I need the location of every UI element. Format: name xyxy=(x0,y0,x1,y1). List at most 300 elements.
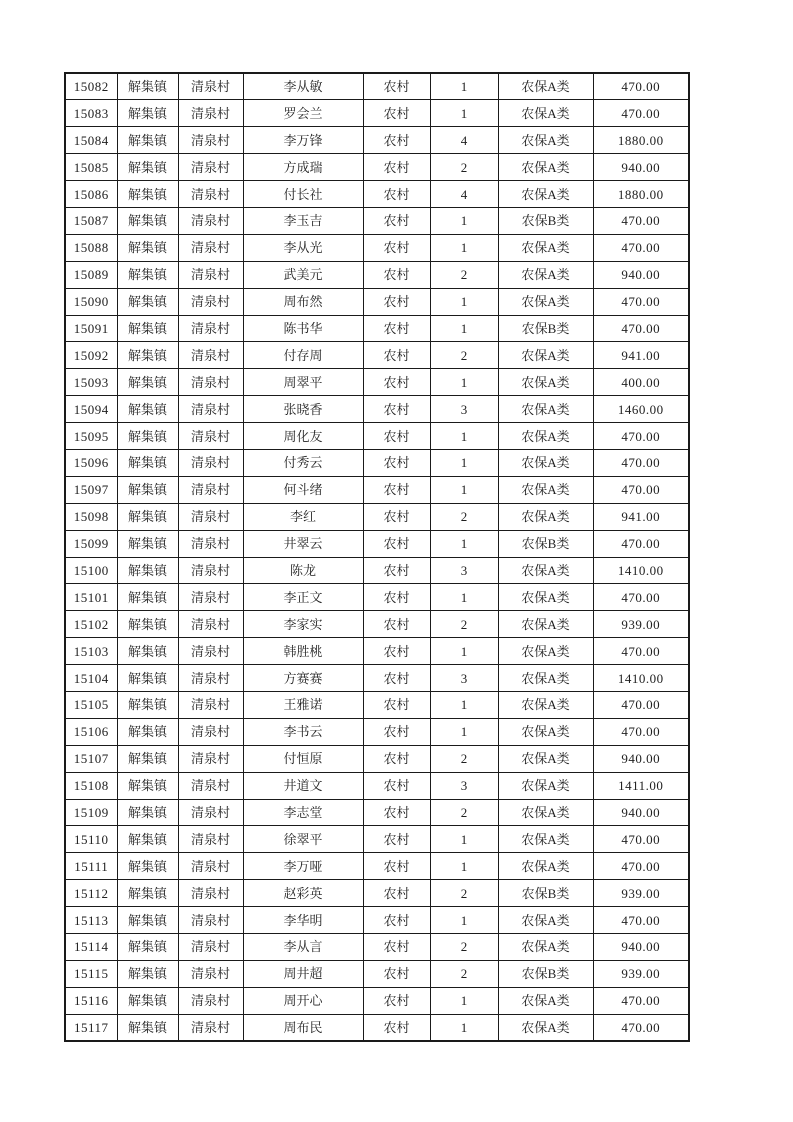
table-row xyxy=(65,207,689,234)
cell-insurance-class: 农保A类 xyxy=(498,369,593,396)
cell-person-name: 李从言 xyxy=(243,934,363,961)
cell-amount: 470.00 xyxy=(593,718,689,745)
cell-town: 解集镇 xyxy=(117,530,178,557)
cell-amount: 940.00 xyxy=(593,745,689,772)
cell-person-count: 1 xyxy=(430,449,498,476)
cell-town: 解集镇 xyxy=(117,449,178,476)
cell-category: 农村 xyxy=(363,73,430,100)
table-body xyxy=(65,73,689,1041)
cell-person-name: 李万哑 xyxy=(243,853,363,880)
cell-village: 清泉村 xyxy=(178,449,243,476)
table-row xyxy=(65,423,689,450)
cell-person-name: 李玉吉 xyxy=(243,207,363,234)
cell-person-name: 李红 xyxy=(243,503,363,530)
cell-town: 解集镇 xyxy=(117,557,178,584)
cell-town: 解集镇 xyxy=(117,100,178,127)
cell-village: 清泉村 xyxy=(178,181,243,208)
cell-serial-number: 15100 xyxy=(65,557,117,584)
cell-serial-number: 15101 xyxy=(65,584,117,611)
cell-insurance-class: 农保A类 xyxy=(498,934,593,961)
cell-insurance-class: 农保A类 xyxy=(498,772,593,799)
cell-village: 清泉村 xyxy=(178,799,243,826)
cell-person-count: 2 xyxy=(430,960,498,987)
table-row xyxy=(65,342,689,369)
cell-town: 解集镇 xyxy=(117,154,178,181)
cell-person-count: 2 xyxy=(430,342,498,369)
table-row xyxy=(65,73,689,100)
cell-town: 解集镇 xyxy=(117,423,178,450)
cell-person-name: 方赛赛 xyxy=(243,665,363,692)
cell-serial-number: 15113 xyxy=(65,907,117,934)
table-row xyxy=(65,154,689,181)
cell-category: 农村 xyxy=(363,638,430,665)
cell-category: 农村 xyxy=(363,530,430,557)
cell-person-count: 1 xyxy=(430,369,498,396)
cell-person-name: 付恒原 xyxy=(243,745,363,772)
cell-serial-number: 15106 xyxy=(65,718,117,745)
cell-serial-number: 15083 xyxy=(65,100,117,127)
cell-insurance-class: 农保A类 xyxy=(498,557,593,584)
cell-category: 农村 xyxy=(363,315,430,342)
cell-category: 农村 xyxy=(363,234,430,261)
cell-serial-number: 15092 xyxy=(65,342,117,369)
cell-person-count: 1 xyxy=(430,73,498,100)
cell-village: 清泉村 xyxy=(178,691,243,718)
cell-insurance-class: 农保A类 xyxy=(498,853,593,880)
cell-person-name: 李从敏 xyxy=(243,73,363,100)
cell-insurance-class: 农保A类 xyxy=(498,907,593,934)
cell-town: 解集镇 xyxy=(117,584,178,611)
cell-serial-number: 15107 xyxy=(65,745,117,772)
cell-village: 清泉村 xyxy=(178,127,243,154)
table-row xyxy=(65,665,689,692)
table-row xyxy=(65,718,689,745)
cell-category: 农村 xyxy=(363,288,430,315)
cell-category: 农村 xyxy=(363,100,430,127)
cell-person-count: 2 xyxy=(430,154,498,181)
cell-town: 解集镇 xyxy=(117,960,178,987)
cell-person-name: 李从光 xyxy=(243,234,363,261)
cell-insurance-class: 农保A类 xyxy=(498,154,593,181)
cell-town: 解集镇 xyxy=(117,691,178,718)
cell-insurance-class: 农保B类 xyxy=(498,315,593,342)
cell-insurance-class: 农保A类 xyxy=(498,826,593,853)
cell-village: 清泉村 xyxy=(178,342,243,369)
cell-town: 解集镇 xyxy=(117,288,178,315)
cell-person-name: 方成瑞 xyxy=(243,154,363,181)
cell-person-count: 3 xyxy=(430,557,498,584)
cell-amount: 941.00 xyxy=(593,342,689,369)
cell-amount: 1880.00 xyxy=(593,127,689,154)
cell-town: 解集镇 xyxy=(117,799,178,826)
cell-serial-number: 15096 xyxy=(65,449,117,476)
table-row xyxy=(65,288,689,315)
cell-serial-number: 15111 xyxy=(65,853,117,880)
cell-amount: 470.00 xyxy=(593,207,689,234)
cell-serial-number: 15114 xyxy=(65,934,117,961)
cell-amount: 940.00 xyxy=(593,799,689,826)
cell-village: 清泉村 xyxy=(178,638,243,665)
table-row xyxy=(65,396,689,423)
cell-village: 清泉村 xyxy=(178,907,243,934)
cell-person-name: 周布民 xyxy=(243,1014,363,1041)
table-row xyxy=(65,745,689,772)
cell-serial-number: 15089 xyxy=(65,261,117,288)
cell-person-name: 张晓香 xyxy=(243,396,363,423)
cell-insurance-class: 农保A类 xyxy=(498,396,593,423)
cell-amount: 470.00 xyxy=(593,423,689,450)
table-row xyxy=(65,934,689,961)
cell-village: 清泉村 xyxy=(178,288,243,315)
cell-person-name: 陈龙 xyxy=(243,557,363,584)
table-row xyxy=(65,503,689,530)
cell-person-name: 韩胜桃 xyxy=(243,638,363,665)
table-row xyxy=(65,799,689,826)
payment-table xyxy=(64,72,690,1042)
cell-amount: 470.00 xyxy=(593,907,689,934)
cell-serial-number: 15094 xyxy=(65,396,117,423)
cell-person-count: 1 xyxy=(430,1014,498,1041)
table-row xyxy=(65,907,689,934)
cell-village: 清泉村 xyxy=(178,665,243,692)
cell-person-count: 1 xyxy=(430,100,498,127)
cell-person-name: 付长社 xyxy=(243,181,363,208)
cell-person-count: 1 xyxy=(430,853,498,880)
cell-amount: 1410.00 xyxy=(593,557,689,584)
cell-person-name: 武美元 xyxy=(243,261,363,288)
cell-insurance-class: 农保A类 xyxy=(498,73,593,100)
table-row xyxy=(65,476,689,503)
cell-category: 农村 xyxy=(363,718,430,745)
cell-amount: 470.00 xyxy=(593,853,689,880)
cell-village: 清泉村 xyxy=(178,772,243,799)
table-row xyxy=(65,100,689,127)
cell-village: 清泉村 xyxy=(178,880,243,907)
cell-serial-number: 15112 xyxy=(65,880,117,907)
cell-person-count: 2 xyxy=(430,799,498,826)
cell-person-count: 1 xyxy=(430,476,498,503)
cell-town: 解集镇 xyxy=(117,907,178,934)
cell-category: 农村 xyxy=(363,181,430,208)
table-row xyxy=(65,449,689,476)
cell-village: 清泉村 xyxy=(178,503,243,530)
cell-category: 农村 xyxy=(363,154,430,181)
cell-person-name: 李家实 xyxy=(243,611,363,638)
cell-category: 农村 xyxy=(363,691,430,718)
cell-insurance-class: 农保B类 xyxy=(498,207,593,234)
cell-category: 农村 xyxy=(363,476,430,503)
cell-town: 解集镇 xyxy=(117,987,178,1014)
cell-serial-number: 15103 xyxy=(65,638,117,665)
cell-category: 农村 xyxy=(363,557,430,584)
table-row xyxy=(65,530,689,557)
cell-amount: 470.00 xyxy=(593,476,689,503)
table-row xyxy=(65,369,689,396)
cell-serial-number: 15097 xyxy=(65,476,117,503)
cell-person-count: 1 xyxy=(430,207,498,234)
cell-person-count: 2 xyxy=(430,611,498,638)
cell-insurance-class: 农保A类 xyxy=(498,1014,593,1041)
cell-category: 农村 xyxy=(363,261,430,288)
cell-amount: 470.00 xyxy=(593,315,689,342)
cell-village: 清泉村 xyxy=(178,261,243,288)
cell-serial-number: 15085 xyxy=(65,154,117,181)
cell-serial-number: 15108 xyxy=(65,772,117,799)
table-row xyxy=(65,853,689,880)
cell-village: 清泉村 xyxy=(178,987,243,1014)
cell-village: 清泉村 xyxy=(178,423,243,450)
cell-category: 农村 xyxy=(363,960,430,987)
cell-person-count: 1 xyxy=(430,530,498,557)
cell-category: 农村 xyxy=(363,584,430,611)
cell-village: 清泉村 xyxy=(178,611,243,638)
cell-category: 农村 xyxy=(363,342,430,369)
cell-person-name: 付存周 xyxy=(243,342,363,369)
cell-person-count: 3 xyxy=(430,665,498,692)
cell-serial-number: 15082 xyxy=(65,73,117,100)
cell-person-name: 周井超 xyxy=(243,960,363,987)
cell-insurance-class: 农保A类 xyxy=(498,449,593,476)
cell-category: 农村 xyxy=(363,799,430,826)
cell-person-name: 周化友 xyxy=(243,423,363,450)
cell-amount: 470.00 xyxy=(593,987,689,1014)
cell-town: 解集镇 xyxy=(117,181,178,208)
cell-insurance-class: 农保A类 xyxy=(498,423,593,450)
cell-village: 清泉村 xyxy=(178,73,243,100)
cell-town: 解集镇 xyxy=(117,853,178,880)
cell-category: 农村 xyxy=(363,934,430,961)
cell-person-count: 2 xyxy=(430,261,498,288)
cell-village: 清泉村 xyxy=(178,960,243,987)
cell-village: 清泉村 xyxy=(178,234,243,261)
cell-insurance-class: 农保A类 xyxy=(498,342,593,369)
cell-amount: 1410.00 xyxy=(593,665,689,692)
table-row xyxy=(65,557,689,584)
cell-village: 清泉村 xyxy=(178,1014,243,1041)
cell-amount: 939.00 xyxy=(593,960,689,987)
cell-person-count: 1 xyxy=(430,288,498,315)
cell-amount: 400.00 xyxy=(593,369,689,396)
cell-person-name: 徐翠平 xyxy=(243,826,363,853)
cell-town: 解集镇 xyxy=(117,261,178,288)
table-row xyxy=(65,315,689,342)
cell-category: 农村 xyxy=(363,745,430,772)
cell-person-name: 李华明 xyxy=(243,907,363,934)
cell-amount: 939.00 xyxy=(593,611,689,638)
cell-person-count: 3 xyxy=(430,772,498,799)
cell-amount: 470.00 xyxy=(593,449,689,476)
cell-amount: 470.00 xyxy=(593,638,689,665)
table-row xyxy=(65,880,689,907)
cell-person-count: 1 xyxy=(430,638,498,665)
table-row xyxy=(65,826,689,853)
cell-person-name: 李万锋 xyxy=(243,127,363,154)
cell-insurance-class: 农保A类 xyxy=(498,127,593,154)
cell-village: 清泉村 xyxy=(178,934,243,961)
cell-village: 清泉村 xyxy=(178,369,243,396)
cell-town: 解集镇 xyxy=(117,127,178,154)
cell-category: 农村 xyxy=(363,907,430,934)
cell-town: 解集镇 xyxy=(117,1014,178,1041)
cell-insurance-class: 农保A类 xyxy=(498,799,593,826)
cell-person-name: 陈书华 xyxy=(243,315,363,342)
cell-village: 清泉村 xyxy=(178,745,243,772)
cell-person-count: 1 xyxy=(430,234,498,261)
cell-category: 农村 xyxy=(363,611,430,638)
cell-town: 解集镇 xyxy=(117,665,178,692)
table-row xyxy=(65,960,689,987)
cell-amount: 470.00 xyxy=(593,100,689,127)
cell-amount: 940.00 xyxy=(593,934,689,961)
cell-serial-number: 15115 xyxy=(65,960,117,987)
cell-village: 清泉村 xyxy=(178,853,243,880)
cell-town: 解集镇 xyxy=(117,826,178,853)
cell-town: 解集镇 xyxy=(117,880,178,907)
cell-insurance-class: 农保A类 xyxy=(498,987,593,1014)
cell-insurance-class: 农保A类 xyxy=(498,181,593,208)
cell-serial-number: 15104 xyxy=(65,665,117,692)
cell-category: 农村 xyxy=(363,396,430,423)
cell-person-count: 2 xyxy=(430,745,498,772)
cell-village: 清泉村 xyxy=(178,530,243,557)
cell-category: 农村 xyxy=(363,207,430,234)
cell-person-name: 付秀云 xyxy=(243,449,363,476)
cell-town: 解集镇 xyxy=(117,638,178,665)
table-row xyxy=(65,691,689,718)
cell-town: 解集镇 xyxy=(117,611,178,638)
cell-insurance-class: 农保B类 xyxy=(498,960,593,987)
cell-insurance-class: 农保A类 xyxy=(498,638,593,665)
cell-serial-number: 15087 xyxy=(65,207,117,234)
cell-person-count: 1 xyxy=(430,826,498,853)
cell-village: 清泉村 xyxy=(178,476,243,503)
cell-amount: 470.00 xyxy=(593,234,689,261)
cell-person-name: 李正文 xyxy=(243,584,363,611)
cell-village: 清泉村 xyxy=(178,826,243,853)
cell-person-count: 1 xyxy=(430,987,498,1014)
cell-person-count: 1 xyxy=(430,315,498,342)
cell-person-count: 1 xyxy=(430,907,498,934)
cell-amount: 941.00 xyxy=(593,503,689,530)
cell-category: 农村 xyxy=(363,826,430,853)
cell-town: 解集镇 xyxy=(117,369,178,396)
cell-village: 清泉村 xyxy=(178,557,243,584)
cell-category: 农村 xyxy=(363,127,430,154)
cell-person-name: 井道文 xyxy=(243,772,363,799)
cell-category: 农村 xyxy=(363,449,430,476)
cell-amount: 940.00 xyxy=(593,261,689,288)
cell-amount: 470.00 xyxy=(593,530,689,557)
cell-serial-number: 15091 xyxy=(65,315,117,342)
cell-village: 清泉村 xyxy=(178,584,243,611)
cell-insurance-class: 农保A类 xyxy=(498,691,593,718)
cell-insurance-class: 农保A类 xyxy=(498,234,593,261)
cell-person-name: 李书云 xyxy=(243,718,363,745)
cell-town: 解集镇 xyxy=(117,503,178,530)
cell-town: 解集镇 xyxy=(117,718,178,745)
table-row xyxy=(65,181,689,208)
cell-serial-number: 15093 xyxy=(65,369,117,396)
cell-amount: 470.00 xyxy=(593,584,689,611)
table-row xyxy=(65,1014,689,1041)
cell-insurance-class: 农保A类 xyxy=(498,288,593,315)
cell-amount: 939.00 xyxy=(593,880,689,907)
cell-insurance-class: 农保A类 xyxy=(498,584,593,611)
cell-serial-number: 15098 xyxy=(65,503,117,530)
cell-category: 农村 xyxy=(363,423,430,450)
cell-category: 农村 xyxy=(363,503,430,530)
cell-village: 清泉村 xyxy=(178,207,243,234)
cell-category: 农村 xyxy=(363,853,430,880)
cell-amount: 470.00 xyxy=(593,288,689,315)
cell-serial-number: 15110 xyxy=(65,826,117,853)
cell-village: 清泉村 xyxy=(178,154,243,181)
cell-town: 解集镇 xyxy=(117,934,178,961)
cell-town: 解集镇 xyxy=(117,396,178,423)
cell-town: 解集镇 xyxy=(117,476,178,503)
cell-amount: 470.00 xyxy=(593,691,689,718)
cell-person-count: 2 xyxy=(430,503,498,530)
cell-category: 农村 xyxy=(363,880,430,907)
table-row xyxy=(65,127,689,154)
cell-amount: 470.00 xyxy=(593,73,689,100)
cell-insurance-class: 农保B类 xyxy=(498,530,593,557)
cell-insurance-class: 农保A类 xyxy=(498,261,593,288)
cell-insurance-class: 农保A类 xyxy=(498,718,593,745)
cell-serial-number: 15102 xyxy=(65,611,117,638)
table-row xyxy=(65,638,689,665)
cell-person-name: 王雅诺 xyxy=(243,691,363,718)
cell-serial-number: 15088 xyxy=(65,234,117,261)
cell-person-name: 罗会兰 xyxy=(243,100,363,127)
cell-serial-number: 15116 xyxy=(65,987,117,1014)
cell-town: 解集镇 xyxy=(117,315,178,342)
table-row xyxy=(65,234,689,261)
cell-serial-number: 15084 xyxy=(65,127,117,154)
cell-category: 农村 xyxy=(363,369,430,396)
cell-person-name: 周开心 xyxy=(243,987,363,1014)
cell-category: 农村 xyxy=(363,665,430,692)
cell-town: 解集镇 xyxy=(117,234,178,261)
table-row xyxy=(65,987,689,1014)
table-row xyxy=(65,584,689,611)
cell-person-name: 李志堂 xyxy=(243,799,363,826)
cell-serial-number: 15105 xyxy=(65,691,117,718)
cell-person-count: 1 xyxy=(430,691,498,718)
cell-insurance-class: 农保A类 xyxy=(498,611,593,638)
cell-amount: 470.00 xyxy=(593,1014,689,1041)
table-row xyxy=(65,772,689,799)
cell-village: 清泉村 xyxy=(178,100,243,127)
cell-insurance-class: 农保B类 xyxy=(498,880,593,907)
cell-person-count: 3 xyxy=(430,396,498,423)
cell-person-count: 2 xyxy=(430,880,498,907)
cell-person-name: 赵彩英 xyxy=(243,880,363,907)
cell-person-name: 周布然 xyxy=(243,288,363,315)
cell-serial-number: 15086 xyxy=(65,181,117,208)
cell-amount: 940.00 xyxy=(593,154,689,181)
cell-village: 清泉村 xyxy=(178,718,243,745)
cell-category: 农村 xyxy=(363,1014,430,1041)
cell-town: 解集镇 xyxy=(117,342,178,369)
cell-person-count: 1 xyxy=(430,423,498,450)
cell-amount: 470.00 xyxy=(593,826,689,853)
cell-insurance-class: 农保A类 xyxy=(498,745,593,772)
table-row xyxy=(65,611,689,638)
cell-person-count: 2 xyxy=(430,934,498,961)
cell-village: 清泉村 xyxy=(178,315,243,342)
cell-category: 农村 xyxy=(363,772,430,799)
